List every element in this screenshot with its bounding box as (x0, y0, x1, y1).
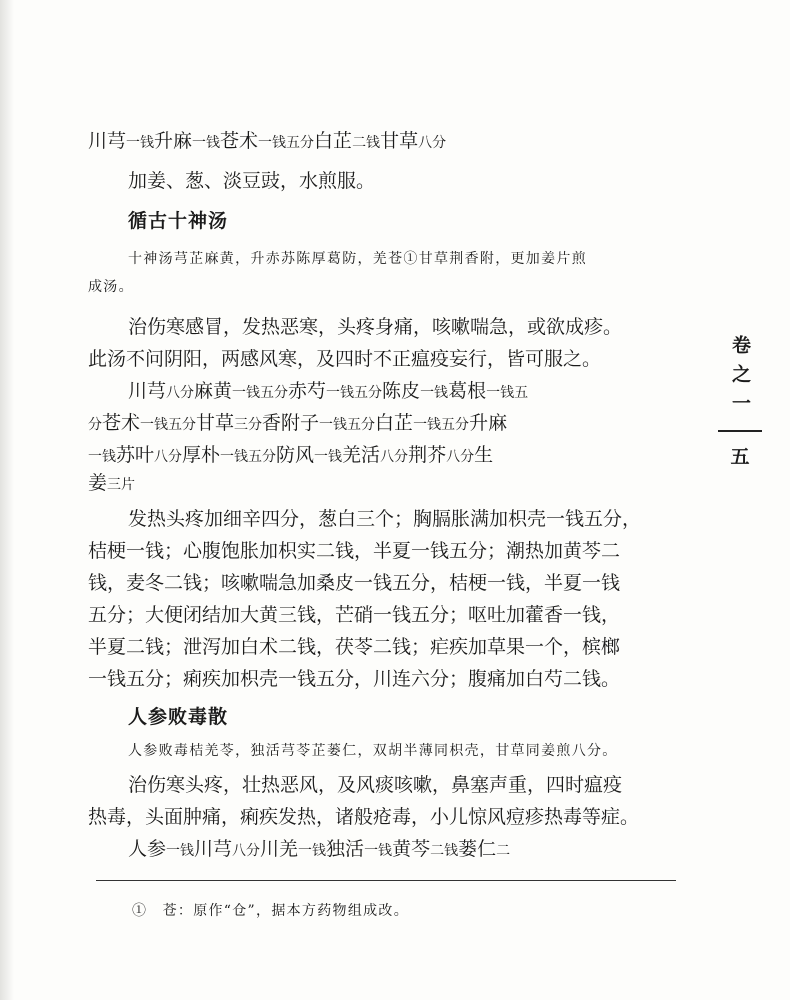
paragraph-line: 治伤寒头疼，壮热恶风，及风痰咳嗽，鼻塞声重，四时瘟疫 (128, 774, 623, 796)
ingredient-line: 川芎一钱升麻一钱苍术一钱五分白芷二钱甘草八分 (88, 130, 447, 152)
ingredient-line: 川芎八分麻黄一钱五分赤芍一钱五分陈皮一钱葛根一钱五 (128, 380, 529, 402)
paragraph-line: 半夏二钱；泄泻加白术二钱，茯苓二钱；疟疾加草果一个，槟榔 (88, 636, 621, 658)
verse-line: 成汤。 (88, 279, 134, 295)
paragraph-line: 热毒，头面肿痛，痢疾发热，诸般疮毒，小儿惊风痘疹热毒等症。 (88, 806, 640, 828)
ingredient-line: 人参一钱川芎八分川羌一钱独活一钱黄芩二钱蒌仁二 (128, 838, 511, 860)
paragraph-line: 钱，麦冬二钱；咳嗽喘急加桑皮一钱五分，桔梗一钱，半夏一钱 (88, 572, 621, 594)
paragraph-line: 加姜、葱、淡豆豉，水煎服。 (128, 170, 376, 192)
paragraph-line: 此汤不问阴阳，两感风寒，及四时不正瘟疫妄行，皆可服之。 (88, 348, 602, 370)
paragraph-line: 发热头疼加细辛四分，葱白三个；胸膈胀满加枳壳一钱五分， (128, 508, 642, 530)
ingredient-line: 分苍术一钱五分甘草三分香附子一钱五分白芷一钱五分升麻 (88, 412, 508, 434)
verse-line: 十神汤芎芷麻黄，升赤苏陈厚葛防，羌苍①甘草荆香附，更加姜片煎 (128, 251, 587, 267)
section-heading: 人参败毒散 (128, 706, 229, 728)
paragraph-line: 五分；大便闭结加大黄三钱，芒硝一钱五分；呕吐加藿香一钱， (88, 604, 621, 626)
margin-divider (718, 430, 762, 432)
paragraph-line: 一钱五分；痢疾加枳壳一钱五分，川连六分；腹痛加白芍二钱。 (88, 668, 621, 690)
verse-line: 人参败毒桔羌苓，独活芎苓芷蒌仁，双胡半薄同枳壳，甘草同姜煎八分。 (128, 743, 618, 759)
footnote-divider (96, 880, 676, 881)
footnote: ① 苍：原作“仓”，据本方药物组成改。 (132, 903, 410, 919)
paragraph-line: 治伤寒感冒，发热恶寒，头疼身痛，咳嗽喘急，或欲成疹。 (128, 316, 623, 338)
section-heading: 循古十神汤 (128, 210, 229, 232)
ingredient-line: 姜三片 (88, 472, 136, 494)
margin-header (716, 335, 764, 469)
paragraph-line: 桔梗一钱；心腹饱胀加枳实二钱，半夏一钱五分；潮热加黄芩二 (88, 540, 621, 562)
page-edge-shadow (0, 0, 14, 1000)
page-number: 五 (730, 446, 750, 468)
volume-label: 卷之一 (729, 335, 751, 422)
ingredient-line: 一钱苏叶八分厚朴一钱五分防风一钱羌活八分荆芥八分生 (88, 444, 494, 466)
